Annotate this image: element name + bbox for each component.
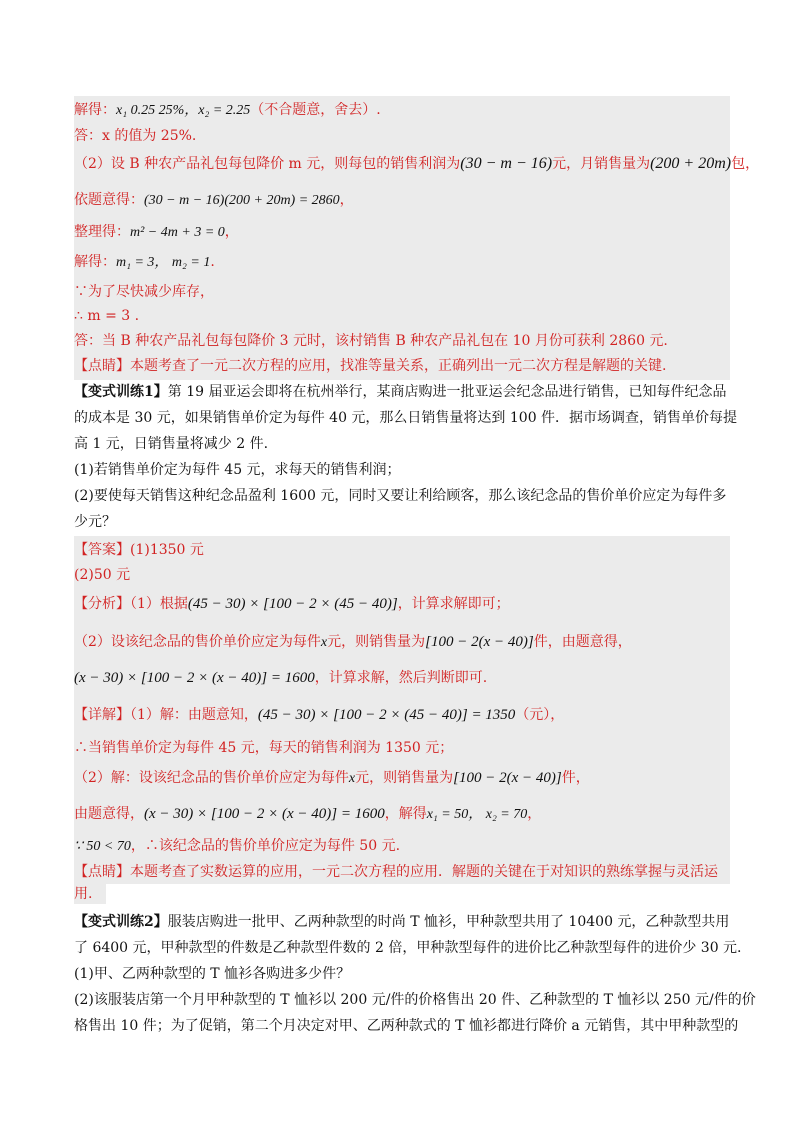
detail-line-4 bbox=[74, 804, 730, 825]
math-expression: (30 − m − 16) bbox=[460, 155, 553, 172]
text-segment: （2）设该纪念品的售价单价应定为每件 bbox=[74, 634, 321, 650]
math-expression: (45 − 30) × [100 − 2 × (45 − 40)] = 1350 bbox=[257, 707, 516, 723]
text-segment: 服装店购进一批甲、乙两种款型的时尚 T 恤衫，甲种款型共用了 10400 元，乙种款型共用 bbox=[167, 914, 730, 930]
solution-line-10: 【点睛】本题考查了一元二次方程的应用，找准等量关系，正确列出一元二次方程是解题的关键. bbox=[74, 358, 667, 374]
training2-question-1: (1)甲、乙两种款型的 T 恤衫各购进多少件？ bbox=[74, 966, 351, 982]
text-segment: 元，月销售量为 bbox=[552, 156, 651, 172]
text-segment: （2）设 B 种农产品礼包每包降价 m 元，则每包的销售利润为 bbox=[74, 156, 461, 172]
text-segment: 解得： bbox=[74, 254, 116, 270]
text-segment: 包， bbox=[731, 156, 760, 172]
text-segment: （不合题意，舍去）. bbox=[250, 102, 381, 118]
math-expression: x₁ = 50， x₂ = 70 bbox=[426, 807, 528, 822]
analysis-line-1 bbox=[74, 594, 730, 614]
math-expression: m² − 4m + 3 = 0 bbox=[130, 225, 225, 240]
training2-question-2b: 格售出 10 件；为了促销，第二个月决定对甲、乙两种款式的 T 恤衫都进行降价 a 元销售，其中甲种款型的 bbox=[74, 1018, 739, 1034]
answer-line-1: 【答案】(1)1350 元 bbox=[74, 542, 204, 558]
solution-line-6 bbox=[74, 252, 730, 273]
text-segment: 依题意得： bbox=[74, 192, 144, 208]
text-segment: 件，由题意得， bbox=[533, 634, 632, 650]
detail-line-3 bbox=[74, 768, 730, 789]
training1-question-1: (1)若销售单价定为每件 45 元，求每天的销售利润； bbox=[74, 462, 401, 478]
math-expression: ∵ 50 < 70 bbox=[74, 839, 131, 854]
training1-question-2b: 少元？ bbox=[74, 514, 116, 530]
training-tag: 【变式训练2】 bbox=[74, 914, 168, 930]
text-segment: ， bbox=[339, 192, 354, 208]
answer-line-2: (2)50 元 bbox=[74, 567, 131, 583]
training2-intro-line-1 bbox=[74, 912, 730, 932]
text-segment: ，计算求解，然后判断即可. bbox=[314, 670, 488, 686]
math-expression: (x − 30) × [100 − 2 × (x − 40)] = 1600 bbox=[74, 670, 315, 686]
math-expression: m₁ = 3， m₂ = 1 bbox=[116, 255, 211, 270]
remark-line-1: 【点睛】本题考查了实数运算的应用，一元二次方程的应用．解题的关键在于对知识的熟练掌握与灵活运 bbox=[74, 864, 718, 880]
text-segment: 元，则销售量为 bbox=[327, 634, 426, 650]
detail-line-1 bbox=[74, 705, 730, 725]
analysis-line-3 bbox=[74, 668, 730, 688]
solution-line-8: ∴ m = 3 . bbox=[74, 308, 140, 324]
text-segment: 由题意得， bbox=[74, 806, 144, 822]
text-segment: 整理得： bbox=[74, 224, 130, 240]
text-segment: 件， bbox=[561, 770, 590, 786]
solution-line-4 bbox=[74, 190, 730, 211]
text-segment: ，计算求解即可； bbox=[397, 596, 510, 612]
training1-intro-line-1 bbox=[74, 382, 730, 402]
analysis-line-2 bbox=[74, 632, 730, 653]
text-segment: 【详解】（1）解：由题意知， bbox=[74, 707, 258, 723]
detail-line-2: ∴当销售单价定为每件 45 元，每天的销售利润为 1350 元； bbox=[74, 740, 454, 756]
solution-line-2: 答：x 的值为 25%. bbox=[74, 128, 197, 144]
text-segment: 第 19 届亚运会即将在杭州举行，某商店购进一批亚运会纪念品进行销售，已知每件纪念品 bbox=[167, 384, 727, 400]
training1-intro-line-3: 高 1 元，日销售量将减少 2 件. bbox=[74, 436, 269, 452]
text-segment: ，解得 bbox=[384, 806, 427, 822]
text-segment: . bbox=[210, 254, 215, 270]
math-variable: x bbox=[320, 635, 328, 650]
training1-intro-line-2: 的成本是 30 元，如果销售单价定为每件 40 元，那么日销售量将达到 100 件．据市场调查，销售单价每提 bbox=[74, 410, 738, 426]
training2-question-2a: (2)该服装店第一个月甲种款型的 T 恤衫以 200 元/件的价格售出 20 件、乙种款型的 T 恤衫以 250 元/件的价 bbox=[74, 992, 756, 1008]
math-expression: [100 − 2(x − 40)] bbox=[425, 634, 534, 650]
text-segment: ，∴该纪念品的售价单价应定为每件 50 元. bbox=[130, 838, 401, 854]
solution-line-9: 答：当 B 种农产品礼包每包降价 3 元时，该村销售 B 种农产品礼包在 10 月份可获利 2860 元. bbox=[74, 333, 668, 349]
math-expression: x₁ 0.25 25%，x₂ = 2.25 bbox=[116, 103, 251, 118]
math-expression: (x − 30) × [100 − 2 × (x − 40)] = 1600 bbox=[144, 806, 385, 822]
remark-line-2: 用. bbox=[74, 884, 106, 904]
detail-line-5 bbox=[74, 836, 730, 857]
training2-intro-line-2: 了 6400 元，甲种款型的件数是乙种款型件数的 2 倍，甲种款型每件的进价比乙种款型每件的进价少 30 元. bbox=[74, 940, 742, 956]
text-segment: ， bbox=[527, 806, 542, 822]
text-segment: 【分析】（1）根据 bbox=[74, 596, 188, 612]
solution-line-7: ∵为了尽快减少库存， bbox=[74, 284, 214, 300]
math-expression: (30 − m − 16)(200 + 20m) = 2860 bbox=[144, 193, 340, 208]
math-expression: (200 + 20m) bbox=[650, 155, 732, 172]
math-expression: [100 − 2(x − 40)] bbox=[453, 770, 562, 786]
math-expression: (45 − 30) × [100 − 2 × (45 − 40)] bbox=[187, 596, 398, 612]
text-segment: （元）， bbox=[515, 707, 565, 723]
training1-question-2a: (2)要使每天销售这种纪念品盈利 1600 元，同时又要让利给顾客，那么该纪念品的售价单价应定为每件多 bbox=[74, 488, 727, 504]
solution-line-3 bbox=[74, 154, 760, 174]
text-segment: 解得： bbox=[74, 102, 116, 118]
math-variable: x bbox=[348, 771, 356, 786]
text-segment: （2）解：设该纪念品的售价单价应定为每件 bbox=[74, 770, 349, 786]
text-segment: 元，则销售量为 bbox=[355, 770, 454, 786]
text-segment: ， bbox=[224, 224, 239, 240]
solution-line-5 bbox=[74, 222, 730, 243]
training-tag: 【变式训练1】 bbox=[74, 384, 168, 400]
solution-line-1 bbox=[74, 100, 730, 121]
